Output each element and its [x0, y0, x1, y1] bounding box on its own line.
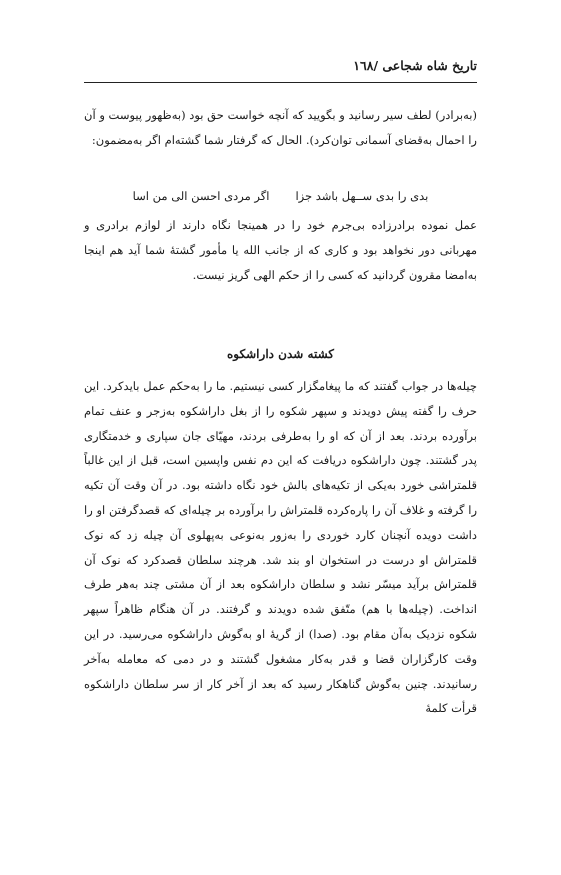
intro-paragraph: (به‌برادر) لطف سیر رسانید و بگویید که آنچه خواست حق بود (به‌ظهور پیوست و آن را احمال به‌قضای آسمانی توان‌کرد). الحال که گرفتار شما گشته‌ام اگر به‌مضمون:: [84, 108, 477, 147]
running-head: تاریخ شاه شجاعی /١٦٨: [353, 58, 477, 73]
verse-couplet: [84, 184, 477, 208]
body-paragraph: چیله‌ها در جواب گفتند که ما پیغامگزار کسی نیستیم. ما را به‌حکم عمل بایدکرد. این حرف را گفته پیش دویدند و سپهر شکوه را از بغل داراشکوه به‌زجر و عنف تمام برآورده بردند. بعد از آن که او را به‌طرفی بردند، مهیّای جان سپاری و خدمتگاری پدر گشتند. چون داراشکوه دریافت که این دم نفس واپسین است، قبل از این غالباً قلمتراشی خورد به‌یکی از تکیه‌های بالش خود نگاه داشته بود. در آن وقت آن تکیه را گرفته و غلاف آن را پاره‌کرده قلمتراش را برآورده بر چیله‌ای که قصدگرفتن او را داشت دویده آنچنان کارد خوردی را به‌زور به‌نوعی به‌پهلوی آن چیله زد که نوک قلمتراش او درست در استخوان او بند شد. هرچند سلطان قصدکرد که نوک آن قلمتراش برآید میسّر نشد و سلطان داراشکوه بعد از آن مشتی چند به‌هر طرف انداخت. (چیله‌ها با هم) متّفق شده دویدند و گرفتند. در آن هنگام ظاهراً سپهر شکوه نزدیک به‌آن مقام بود. (صدا) از گریهٔ او به‌گوش داراشکوه می‌رسید. در این وقت کارگزاران قضا و قدر به‌کار مشغول گشتند و در دمی که معامله به‌آخر رسانیدند. چنین به‌گوش گناهکار رسید که بعد از آخر کار از سر سلطان داراشکوه قرأت کلمهٔ: [84, 379, 477, 716]
section-heading: کشته شدن داراشکوه: [227, 347, 334, 361]
verse-hemistich-1: بدی را بدی ســهل باشد جزا: [295, 189, 429, 203]
paragraph-2: عمل نموده برادرزاده بی‌جرم خود را در همینجا نگاه دارند از لوازم برادری و مهربانی دور نخواهد بود و کاری که از جانب الله یا مأمور گشتهٔ شما آید هم اینجا به‌امضا مقرون گردانید که کسی را از حکم الهی گریز نیست.: [84, 218, 477, 282]
header-rule: [84, 82, 477, 83]
verse-hemistich-2: اگر مردی احسن الی من اسا: [132, 189, 270, 203]
